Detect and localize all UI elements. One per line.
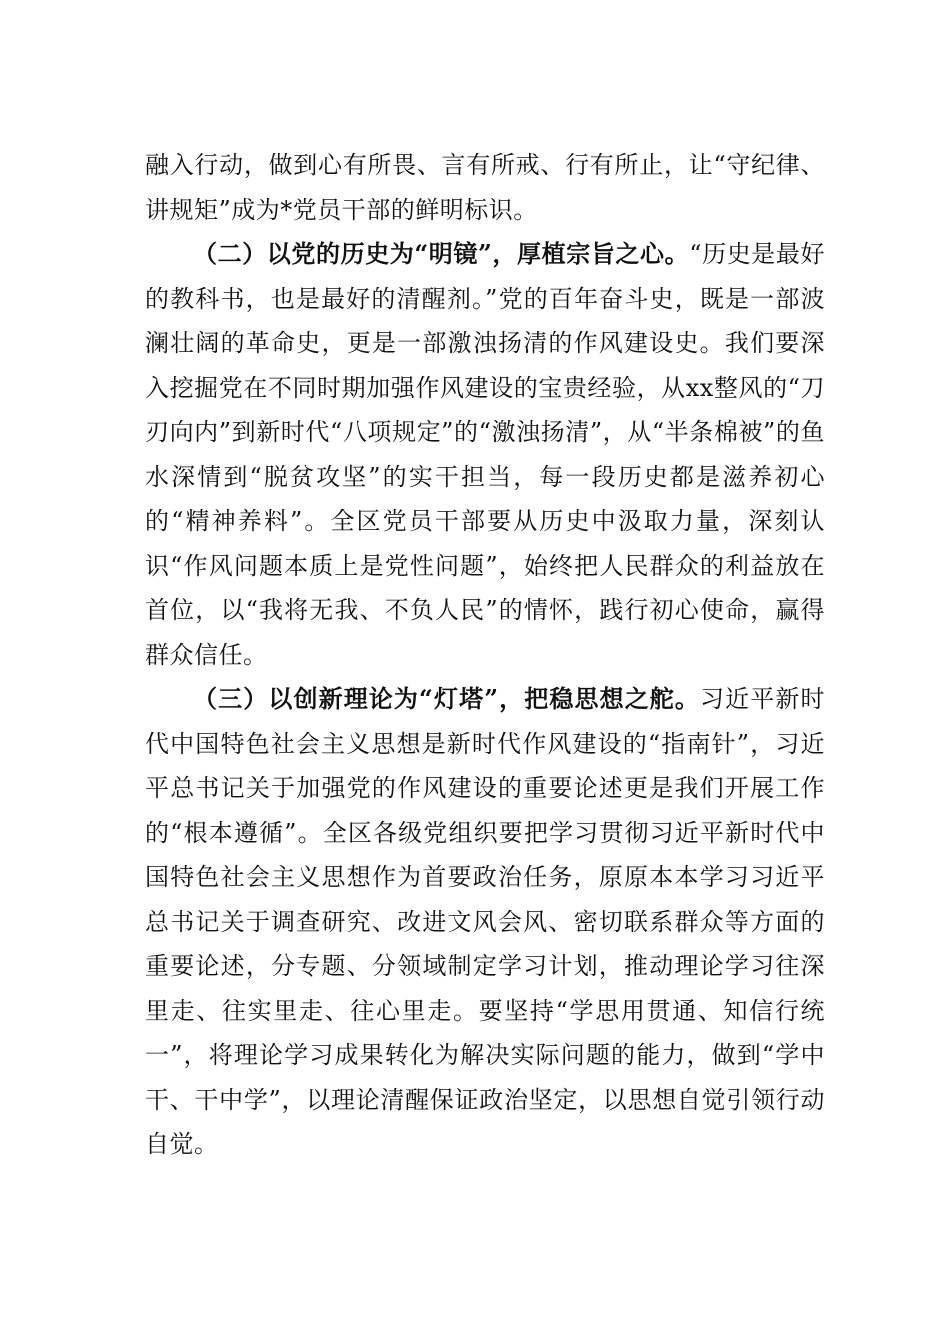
section-heading: （三）以创新理论为“灯塔”，把稳思想之舵。	[193, 684, 701, 713]
section-heading: （二）以党的历史为“明镜”，厚植宗旨之心。	[193, 239, 690, 268]
paragraph-section-3	[145, 677, 825, 1167]
paragraph-text: “历史是最好的教科书，也是最好的清醒剂。”党的百年奋斗史，既是一部波澜壮阔的革命史，更是一部激浊扬清的作风建设史。我们要深入挖掘党在不同时期加强作风建设的宝贵经验，从xx整风的“刀刃向内”到新时代“八项规定”的“激浊扬清”，从“半条棉被”的鱼水深情到“脱贫攻坚”的实干担当，每一段历史都是滋养初心的“精神养料”。全区党员干部要从历史中汲取力量，深刻认识“作风问题本质上是党性问题”，始终把人民群众的利益放在首位，以“我将无我、不负人民”的情怀，践行初心使命，赢得群众信任。	[145, 240, 825, 669]
paragraph-continuation	[145, 143, 825, 232]
paragraph-section-2	[145, 232, 825, 677]
paragraph-text: 习近平新时代中国特色社会主义思想是新时代作风建设的“指南针”，习近平总书记关于加强党的作风建设的重要论述更是我们开展工作的“根本遵循”。全区各级党组织要把学习贯彻习近平新时代中国特色社会主义思想作为首要政治任务，原原本本学习习近平总书记关于调查研究、改进文风会风、密切联系群众等方面的重要论述，分专题、分领域制定学习计划，推动理论学习往深里走、往实里走、往心里走。要坚持“学思用贯通、知信行统一”，将理论学习成果转化为解决实际问题的能力，做到“学中干、干中学”，以理论清醒保证政治坚定，以思想自觉引领行动自觉。	[145, 685, 826, 1158]
document-page	[145, 143, 825, 1167]
paragraph-text: 融入行动，做到心有所畏、言有所戒、行有所止，让“守纪律、讲规矩”成为*党员干部的鲜明标识。	[145, 151, 825, 224]
